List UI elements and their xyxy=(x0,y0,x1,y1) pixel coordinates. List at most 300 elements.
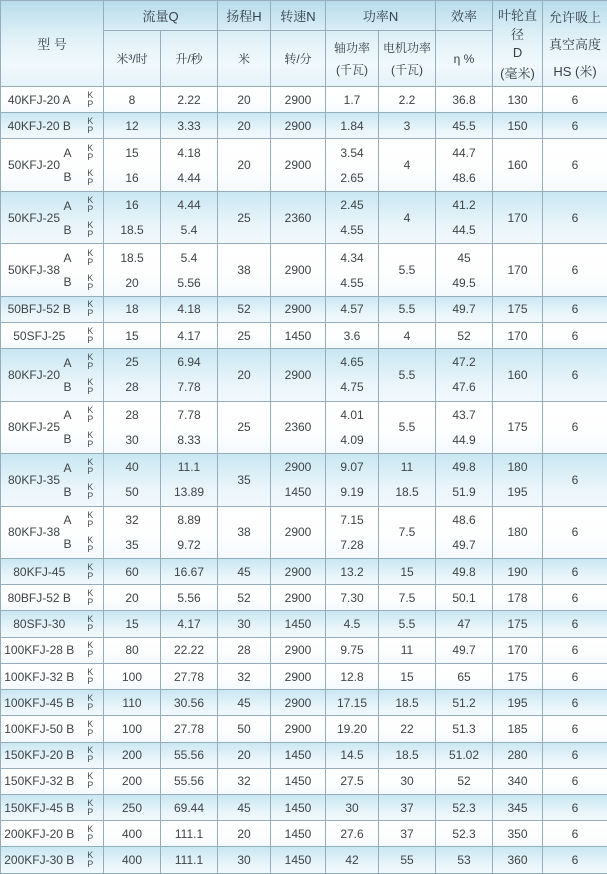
header-efficiency-label: 效率 xyxy=(451,9,478,24)
kp-cell xyxy=(78,768,104,794)
value: 50 xyxy=(125,485,139,500)
kp-stack xyxy=(87,641,93,659)
value: 55 xyxy=(400,853,414,868)
kp-wrap xyxy=(78,402,104,452)
value: 11.1 xyxy=(177,460,201,475)
value: 110 xyxy=(122,695,142,710)
value: 4.18 xyxy=(177,302,201,317)
table-row xyxy=(1,795,607,821)
dual-values xyxy=(436,507,492,557)
value: 185 xyxy=(507,721,528,736)
value: 30 xyxy=(237,853,251,868)
table-row xyxy=(1,559,607,585)
kp-stack xyxy=(87,300,93,318)
value: 69.44 xyxy=(173,800,205,815)
cell-eff xyxy=(436,847,493,874)
dual-values xyxy=(436,193,492,243)
value: 175 xyxy=(507,420,528,435)
value: 52 xyxy=(457,328,471,343)
model-cell xyxy=(1,87,78,113)
kp-letter-k: K xyxy=(87,482,94,493)
cell-motor xyxy=(379,663,436,689)
value: 200 xyxy=(121,774,143,789)
cell-head xyxy=(218,611,271,637)
header-impeller-diameter xyxy=(493,1,543,87)
cell-eff xyxy=(436,191,493,243)
cell-speed xyxy=(271,637,326,663)
value: 48.6 xyxy=(452,512,476,527)
cell-motor xyxy=(379,559,436,585)
value: 8.33 xyxy=(177,432,201,447)
kp-letter-p: P xyxy=(87,727,94,738)
sub-label-a: A xyxy=(63,460,72,475)
kp-cell xyxy=(78,506,104,558)
value: 44.5 xyxy=(452,223,476,238)
kp-cell xyxy=(78,585,104,611)
kp-cell xyxy=(78,349,104,401)
kp-stack xyxy=(87,720,93,738)
cell-ls xyxy=(161,637,218,663)
value: 1450 xyxy=(284,800,312,815)
value: 20 xyxy=(237,92,251,107)
cell-hs xyxy=(543,690,607,716)
cell-d xyxy=(493,454,543,506)
cell-head xyxy=(218,768,271,794)
value: 2900 xyxy=(284,525,312,540)
model-cell-content xyxy=(1,193,78,243)
dual-values xyxy=(493,455,542,505)
kp-letter-p: P xyxy=(87,675,94,686)
cell-shaft xyxy=(326,323,379,349)
value: 4.44 xyxy=(177,198,201,213)
model-name: 40KFJ-20 B xyxy=(7,118,71,133)
kp-stack xyxy=(87,117,93,135)
cell-head xyxy=(218,296,271,322)
value: 4.17 xyxy=(177,617,201,632)
cell-d xyxy=(493,821,543,847)
dual-values xyxy=(326,455,378,505)
header-unit-ls-label: 升/秒 xyxy=(175,52,203,66)
cell-eff xyxy=(436,821,493,847)
table-header xyxy=(1,1,607,87)
table-row xyxy=(1,401,607,453)
value: 1450 xyxy=(284,328,312,343)
cell-ls xyxy=(161,323,218,349)
value: 11 xyxy=(400,643,414,658)
model-name: 100KFJ-32 B xyxy=(4,669,75,684)
cell-hs xyxy=(543,191,607,243)
kp-stack xyxy=(87,536,93,554)
value: 4.65 xyxy=(340,355,364,370)
cell-m3h xyxy=(104,663,161,689)
dual-values xyxy=(104,245,160,295)
kp-stack xyxy=(87,563,93,581)
cell-hs xyxy=(543,768,607,794)
header-efficiency-group xyxy=(436,1,493,31)
value: 7.5 xyxy=(398,525,416,540)
value: 6.94 xyxy=(177,355,201,370)
value: 51.3 xyxy=(452,721,476,736)
cell-hs xyxy=(543,454,607,506)
value: 5.5 xyxy=(398,263,416,278)
kp-wrap xyxy=(78,245,104,295)
sub-label-b: B xyxy=(63,537,72,552)
model-cell-content xyxy=(1,402,78,452)
kp-cell xyxy=(78,716,104,742)
header-motor-power-label: 电机功率 xyxy=(383,41,432,55)
value: 45.5 xyxy=(452,118,476,133)
header-speed-label: 转速N xyxy=(280,9,316,24)
cell-d xyxy=(493,139,543,191)
kp-cell xyxy=(78,87,104,113)
cell-eff xyxy=(436,795,493,821)
cell-motor xyxy=(379,506,436,558)
cell-ls xyxy=(161,663,218,689)
cell-m3h xyxy=(104,637,161,663)
model-name: 200KFJ-30 B xyxy=(4,853,75,868)
kp-letter-p: P xyxy=(87,229,94,240)
sub-label-b: B xyxy=(63,379,72,394)
kp-cell xyxy=(78,663,104,689)
cell-eff xyxy=(436,637,493,663)
value: 175 xyxy=(507,669,528,684)
value: 19.20 xyxy=(336,721,368,736)
cell-speed xyxy=(271,113,326,139)
value: 22 xyxy=(400,721,414,736)
cell-shaft xyxy=(326,585,379,611)
cell-ls xyxy=(161,847,218,874)
model-name: 100KFJ-50 B xyxy=(4,721,75,736)
cell-eff xyxy=(436,559,493,585)
value: 6 xyxy=(571,328,579,343)
header-unit-m3h xyxy=(104,31,161,87)
kp-letter-p: P xyxy=(87,334,94,345)
kp-letter-k: K xyxy=(87,692,94,703)
kp-letter-p: P xyxy=(87,491,94,502)
cell-m3h xyxy=(104,821,161,847)
value: 25 xyxy=(237,210,251,225)
kp-wrap xyxy=(78,743,104,767)
kp-stack xyxy=(87,196,93,214)
header-impeller-line2: D xyxy=(512,45,523,61)
model-cell xyxy=(1,847,78,874)
value: 4.5 xyxy=(343,617,361,632)
model-name: 80KFJ-20 xyxy=(8,367,61,382)
cell-shaft xyxy=(326,113,379,139)
cell-speed xyxy=(271,349,326,401)
dual-values xyxy=(326,402,378,452)
kp-stack xyxy=(87,589,93,607)
kp-letter-p: P xyxy=(87,570,94,581)
cell-hs xyxy=(543,113,607,139)
model-name: 40KFJ-20 A xyxy=(7,92,71,107)
value: 2.22 xyxy=(177,92,201,107)
cell-head xyxy=(218,244,271,296)
value: 6 xyxy=(571,92,579,107)
kp-cell xyxy=(78,139,104,191)
cell-m3h xyxy=(104,349,161,401)
cell-head xyxy=(218,87,271,113)
value: 18.5 xyxy=(120,250,144,265)
model-name: 150KFJ-20 B xyxy=(4,748,75,763)
cell-motor xyxy=(379,323,436,349)
value: 360 xyxy=(507,853,528,868)
value: 100 xyxy=(121,669,143,684)
kp-cell xyxy=(78,559,104,585)
kp-letter-k: K xyxy=(87,195,94,206)
dual-values xyxy=(326,507,378,557)
value: 28 xyxy=(125,407,139,422)
cell-motor xyxy=(379,296,436,322)
value: 5.4 xyxy=(180,223,198,238)
value: 5.56 xyxy=(177,275,201,290)
kp-letter-k: K xyxy=(87,377,94,388)
dual-values xyxy=(326,245,378,295)
kp-letter-k: K xyxy=(87,325,94,336)
value: 6 xyxy=(571,800,579,815)
cell-m3h xyxy=(104,716,161,742)
model-cell xyxy=(1,139,78,191)
value: 7.5 xyxy=(398,590,416,605)
value: 18.5 xyxy=(395,748,419,763)
value: 35 xyxy=(125,537,139,552)
dual-values xyxy=(271,455,325,505)
value: 1450 xyxy=(284,853,312,868)
header-shaft-power-label: 轴功率 xyxy=(333,41,370,55)
table-row xyxy=(1,847,607,874)
cell-ls xyxy=(161,690,218,716)
value: 15 xyxy=(400,669,414,684)
dual-values xyxy=(104,193,160,243)
value: 52.3 xyxy=(452,800,476,815)
kp-stack xyxy=(87,511,93,529)
value: 42 xyxy=(345,853,359,868)
value: 47.2 xyxy=(452,355,476,370)
cell-head xyxy=(218,690,271,716)
cell-eff xyxy=(436,663,493,689)
value: 16 xyxy=(125,170,139,185)
cell-d xyxy=(493,768,543,794)
value: 51.9 xyxy=(452,485,476,500)
dual-values xyxy=(326,140,378,190)
kp-letter-k: K xyxy=(87,797,94,808)
cell-speed xyxy=(271,742,326,768)
kp-stack xyxy=(87,799,93,817)
model-name: 50SFJ-25 xyxy=(13,328,66,343)
kp-letter-p: P xyxy=(87,151,94,162)
value: 6 xyxy=(571,669,579,684)
cell-head xyxy=(218,585,271,611)
model-name: 150KFJ-32 B xyxy=(4,774,75,789)
value: 7.78 xyxy=(177,407,201,422)
cell-ls xyxy=(161,585,218,611)
value: 44.7 xyxy=(452,145,476,160)
kp-cell xyxy=(78,611,104,637)
cell-hs xyxy=(543,296,607,322)
value: 32 xyxy=(237,774,251,789)
cell-m3h xyxy=(104,690,161,716)
header-shaft-power-unit: (千瓦) xyxy=(336,63,368,77)
cell-motor xyxy=(379,768,436,794)
kp-letter-k: K xyxy=(87,247,94,258)
cell-head xyxy=(218,637,271,663)
value: 30 xyxy=(125,432,139,447)
header-flow-label: 流量Q xyxy=(142,9,179,24)
header-motor-power-unit: (千瓦) xyxy=(391,63,423,77)
kp-stack xyxy=(87,274,93,292)
header-motor-power xyxy=(379,31,436,87)
value: 51.02 xyxy=(449,748,480,763)
kp-cell xyxy=(78,113,104,139)
cell-motor xyxy=(379,113,436,139)
value: 250 xyxy=(121,800,143,815)
value: 170 xyxy=(507,328,528,343)
model-cell-content xyxy=(1,245,78,295)
cell-shaft xyxy=(326,454,379,506)
kp-cell xyxy=(78,690,104,716)
cell-motor xyxy=(379,349,436,401)
value: 2900 xyxy=(284,302,312,317)
cell-motor xyxy=(379,191,436,243)
cell-head xyxy=(218,454,271,506)
table-row xyxy=(1,87,607,113)
value: 7.30 xyxy=(340,590,364,605)
cell-motor xyxy=(379,244,436,296)
model-name: 100KFJ-28 B xyxy=(4,643,75,658)
value: 45 xyxy=(237,800,251,815)
cell-motor xyxy=(379,139,436,191)
cell-eff xyxy=(436,244,493,296)
value: 30 xyxy=(237,617,251,632)
value: 7.78 xyxy=(177,380,201,395)
cell-eff xyxy=(436,113,493,139)
cell-shaft xyxy=(326,349,379,401)
table-row xyxy=(1,349,607,401)
kp-cell xyxy=(78,296,104,322)
kp-letter-p: P xyxy=(87,176,94,187)
value: 1450 xyxy=(284,826,312,841)
kp-letter-k: K xyxy=(87,823,94,834)
cell-ls xyxy=(161,139,218,191)
kp-letter-k: K xyxy=(87,509,94,520)
kp-stack xyxy=(87,91,93,109)
header-power-group xyxy=(326,1,436,31)
kp-letter-k: K xyxy=(87,299,94,310)
value: 6 xyxy=(571,263,579,278)
model-cell xyxy=(1,663,78,689)
model-cell xyxy=(1,716,78,742)
table-row xyxy=(1,690,607,716)
cell-speed xyxy=(271,690,326,716)
value: 18.5 xyxy=(395,695,419,710)
kp-stack xyxy=(87,458,93,476)
value: 30 xyxy=(400,774,414,789)
value: 400 xyxy=(121,853,143,868)
kp-letter-p: P xyxy=(87,596,94,607)
kp-cell xyxy=(78,795,104,821)
header-impeller-line1: 叶轮直径 xyxy=(498,7,538,42)
value: 4.55 xyxy=(340,223,364,238)
cell-d xyxy=(493,663,543,689)
value: 6 xyxy=(571,774,579,789)
model-name: 80KFJ-38 xyxy=(8,525,61,540)
value: 3 xyxy=(403,118,411,133)
value: 1.84 xyxy=(340,118,364,133)
cell-shaft xyxy=(326,690,379,716)
dual-values xyxy=(104,455,160,505)
cell-eff xyxy=(436,323,493,349)
value: 38 xyxy=(237,263,251,278)
value: 15 xyxy=(125,145,139,160)
cell-m3h xyxy=(104,559,161,585)
kp-wrap xyxy=(78,88,104,112)
value: 4.44 xyxy=(177,170,201,185)
model-cell xyxy=(1,296,78,322)
table-row xyxy=(1,768,607,794)
value: 5.5 xyxy=(398,367,416,382)
value: 6 xyxy=(571,158,579,173)
value: 18.5 xyxy=(120,223,144,238)
kp-stack xyxy=(87,353,93,371)
cell-shaft xyxy=(326,559,379,585)
table-row xyxy=(1,585,607,611)
kp-letter-p: P xyxy=(87,124,94,135)
cell-d xyxy=(493,611,543,637)
kp-letter-k: K xyxy=(87,561,94,572)
kp-letter-p: P xyxy=(87,754,94,765)
value: 160 xyxy=(507,367,528,382)
cell-ls xyxy=(161,506,218,558)
value: 52.3 xyxy=(452,826,476,841)
value: 2900 xyxy=(284,669,312,684)
value: 2900 xyxy=(284,92,312,107)
value: 16.67 xyxy=(173,564,205,579)
value: 2900 xyxy=(284,367,312,382)
value: 5.5 xyxy=(398,302,416,317)
kp-stack xyxy=(87,221,93,239)
cell-ls xyxy=(161,244,218,296)
model-name: 50KFJ-20 xyxy=(8,158,61,173)
sub-label-a: A xyxy=(63,146,72,161)
cell-motor xyxy=(379,637,436,663)
value: 4.09 xyxy=(340,432,364,447)
cell-speed xyxy=(271,244,326,296)
sub-label-b: B xyxy=(63,275,72,290)
value: 48.6 xyxy=(452,170,476,185)
value: 6 xyxy=(571,118,579,133)
kp-letter-k: K xyxy=(87,771,94,782)
value: 14.5 xyxy=(340,748,364,763)
kp-letter-p: P xyxy=(87,466,94,477)
model-name: 80KFJ-45 xyxy=(13,564,66,579)
cell-shaft xyxy=(326,663,379,689)
dual-values xyxy=(161,245,217,295)
model-name: 50KFJ-38 xyxy=(8,263,61,278)
value: 55.56 xyxy=(173,748,205,763)
kp-wrap xyxy=(78,665,104,689)
cell-ls xyxy=(161,821,218,847)
cell-ls xyxy=(161,716,218,742)
cell-hs xyxy=(543,139,607,191)
cell-speed xyxy=(271,559,326,585)
value: 4.01 xyxy=(340,407,364,422)
cell-eff xyxy=(436,401,493,453)
value: 50.1 xyxy=(452,590,476,605)
value: 65 xyxy=(457,669,471,684)
cell-m3h xyxy=(104,847,161,874)
kp-cell xyxy=(78,191,104,243)
kp-stack xyxy=(87,746,93,764)
